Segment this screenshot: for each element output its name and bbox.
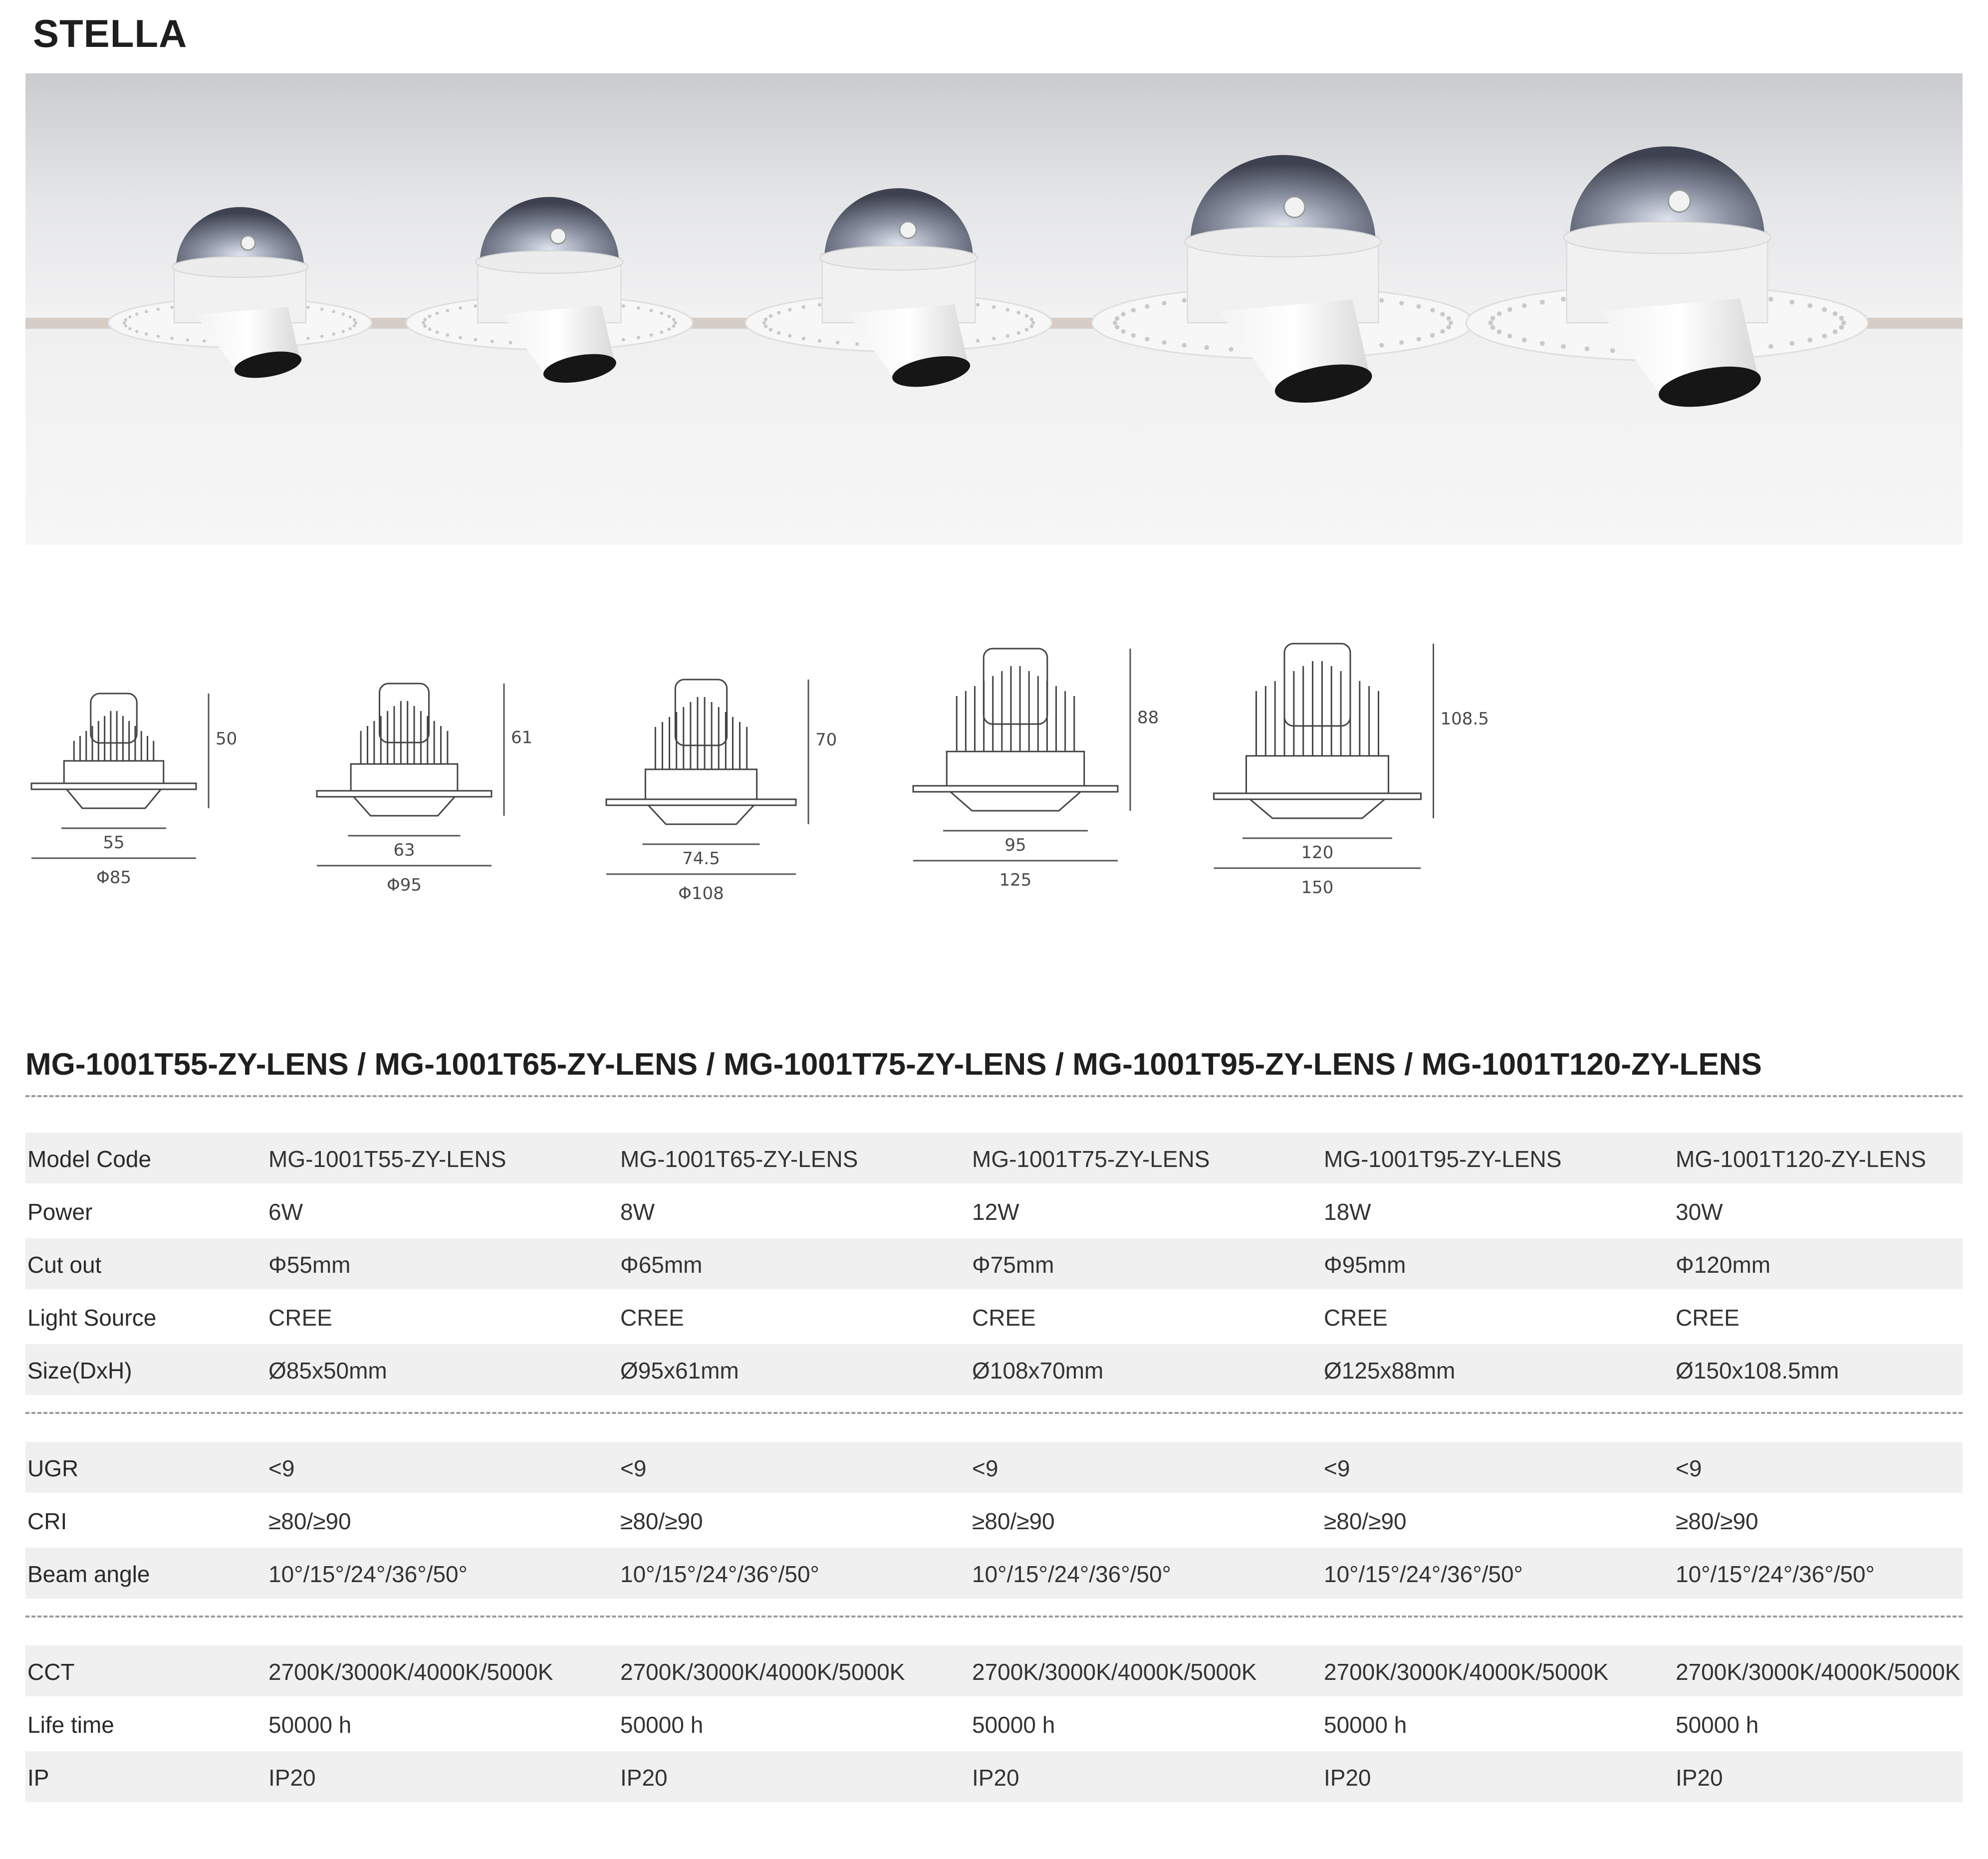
spec-value: MG-1001T65-ZY-LENS	[620, 1146, 858, 1172]
height-label-5: 108.5	[1440, 709, 1489, 729]
outer-label-5: 150	[1301, 878, 1334, 898]
spec-value: Ø85x50mm	[268, 1358, 387, 1384]
spec-value: ≥80/≥90	[620, 1508, 703, 1534]
models-heading: MG-1001T55-ZY-LENS / MG-1001T65-ZY-LENS / MG-1001T75-ZY-LENS / MG-1001T95-ZY-LENS / MG-1001T120-ZY-LENS	[25, 1047, 1762, 1082]
spec-row	[25, 1442, 1963, 1493]
inner-label-3: 74.5	[682, 849, 720, 869]
spec-label: IP	[27, 1765, 49, 1791]
spec-value: IP20	[1324, 1765, 1371, 1791]
section-divider	[25, 1616, 1963, 1618]
inner-label-5: 120	[1301, 843, 1334, 863]
spec-value: MG-1001T120-ZY-LENS	[1676, 1146, 1926, 1172]
spec-value: 50000 h	[1324, 1712, 1407, 1738]
product-hero-image	[25, 73, 1963, 545]
spec-label: Power	[27, 1199, 93, 1225]
spec-label: UGR	[27, 1455, 79, 1481]
spec-value: 2700K/3000K/4000K/5000K	[1676, 1659, 1961, 1685]
spec-row	[25, 1238, 1963, 1289]
spec-value: <9	[620, 1455, 647, 1481]
hero-illustration	[25, 73, 1963, 545]
section-divider	[25, 1095, 1963, 1097]
spec-value: IP20	[1676, 1765, 1723, 1791]
dimension-drawing-1	[31, 694, 196, 808]
spec-value: ≥80/≥90	[1324, 1508, 1407, 1534]
dimension-drawings	[0, 614, 1988, 904]
spec-value: MG-1001T75-ZY-LENS	[972, 1146, 1210, 1172]
spec-value: 50000 h	[972, 1712, 1055, 1738]
spec-value: IP20	[620, 1765, 668, 1791]
spec-value: CREE	[620, 1305, 684, 1331]
spec-value: ≥80/≥90	[268, 1508, 351, 1534]
dimension-drawing-5	[1214, 644, 1421, 818]
spec-value: IP20	[972, 1765, 1019, 1791]
height-label-1: 50	[216, 729, 238, 749]
spec-value: ≥80/≥90	[972, 1508, 1055, 1534]
height-label-3: 70	[815, 730, 837, 750]
spec-label: CCT	[27, 1659, 75, 1685]
spec-value: CREE	[1676, 1305, 1740, 1331]
spec-value: 10°/15°/24°/36°/50°	[268, 1561, 468, 1587]
spec-value: 2700K/3000K/4000K/5000K	[620, 1659, 905, 1685]
spec-value: 2700K/3000K/4000K/5000K	[268, 1659, 553, 1685]
spec-value: 30W	[1676, 1199, 1723, 1225]
dimension-drawing-3	[606, 680, 796, 824]
spec-value: 50000 h	[1676, 1712, 1759, 1738]
spec-value: 2700K/3000K/4000K/5000K	[1324, 1659, 1609, 1685]
spec-value: Ø125x88mm	[1324, 1358, 1456, 1384]
dimension-drawing-2	[317, 684, 492, 816]
spec-value: Φ95mm	[1324, 1252, 1406, 1278]
spec-label: CRI	[27, 1508, 67, 1534]
inner-label-1: 55	[103, 833, 125, 853]
spec-value: 50000 h	[268, 1712, 352, 1738]
outer-label-2: Φ95	[386, 875, 422, 895]
spec-label: Light Source	[27, 1305, 157, 1331]
spec-value: ≥80/≥90	[1676, 1508, 1758, 1534]
section-divider	[25, 1412, 1963, 1414]
spec-value: Ø150x108.5mm	[1676, 1358, 1839, 1384]
spec-value: IP20	[268, 1765, 316, 1791]
height-label-4: 88	[1137, 707, 1159, 728]
spec-value: 6W	[268, 1199, 303, 1225]
spec-row	[25, 1645, 1963, 1696]
spec-value: MG-1001T95-ZY-LENS	[1324, 1146, 1562, 1172]
spec-row	[25, 1291, 1963, 1342]
inner-label-4: 95	[1004, 835, 1026, 855]
spec-row	[25, 1548, 1963, 1599]
outer-label-4: 125	[999, 870, 1032, 890]
spec-value: CREE	[1324, 1305, 1388, 1331]
spec-label: Life time	[27, 1712, 114, 1738]
outer-label-3: Φ108	[678, 884, 724, 904]
spec-value: <9	[1676, 1455, 1702, 1481]
dimension-drawings-svg	[0, 614, 1988, 904]
spec-row	[25, 1698, 1963, 1749]
spec-row	[25, 1344, 1963, 1395]
spec-row	[25, 1133, 1963, 1183]
spec-value: <9	[268, 1455, 295, 1481]
spec-value: Φ55mm	[268, 1252, 351, 1278]
spec-value: Φ120mm	[1676, 1252, 1771, 1278]
spec-row	[25, 1495, 1963, 1546]
outer-label-1: Φ85	[96, 868, 132, 888]
spec-value: 2700K/3000K/4000K/5000K	[972, 1659, 1257, 1685]
spec-label: Cut out	[27, 1252, 102, 1278]
spec-label: Size(DxH)	[27, 1358, 132, 1384]
spec-label: Beam angle	[27, 1561, 150, 1587]
spec-value: 10°/15°/24°/36°/50°	[1676, 1561, 1875, 1587]
spec-value: <9	[972, 1455, 998, 1481]
spec-value: 10°/15°/24°/36°/50°	[1324, 1561, 1523, 1587]
inner-label-2: 63	[393, 840, 415, 860]
spec-value: Φ75mm	[972, 1252, 1054, 1278]
spec-row	[25, 1751, 1963, 1802]
height-label-2: 61	[511, 727, 533, 748]
spec-value: 10°/15°/24°/36°/50°	[620, 1561, 819, 1587]
spec-value: 18W	[1324, 1199, 1371, 1225]
spec-value: 10°/15°/24°/36°/50°	[972, 1561, 1171, 1587]
spec-value: <9	[1324, 1455, 1350, 1481]
spec-value: MG-1001T55-ZY-LENS	[268, 1146, 506, 1172]
dimension-drawing-4	[913, 649, 1118, 811]
spec-label: Model Code	[27, 1146, 152, 1172]
page-title: STELLA	[33, 11, 188, 55]
spec-value: 50000 h	[620, 1712, 704, 1738]
spec-value: Ø95x61mm	[620, 1358, 739, 1384]
spec-value: Ø108x70mm	[972, 1358, 1104, 1384]
spec-value: CREE	[972, 1305, 1036, 1331]
spec-value: 12W	[972, 1199, 1019, 1225]
spec-value: 8W	[620, 1199, 655, 1225]
spec-row	[25, 1185, 1963, 1236]
spec-value: Φ65mm	[620, 1252, 703, 1278]
spec-value: CREE	[268, 1305, 332, 1331]
